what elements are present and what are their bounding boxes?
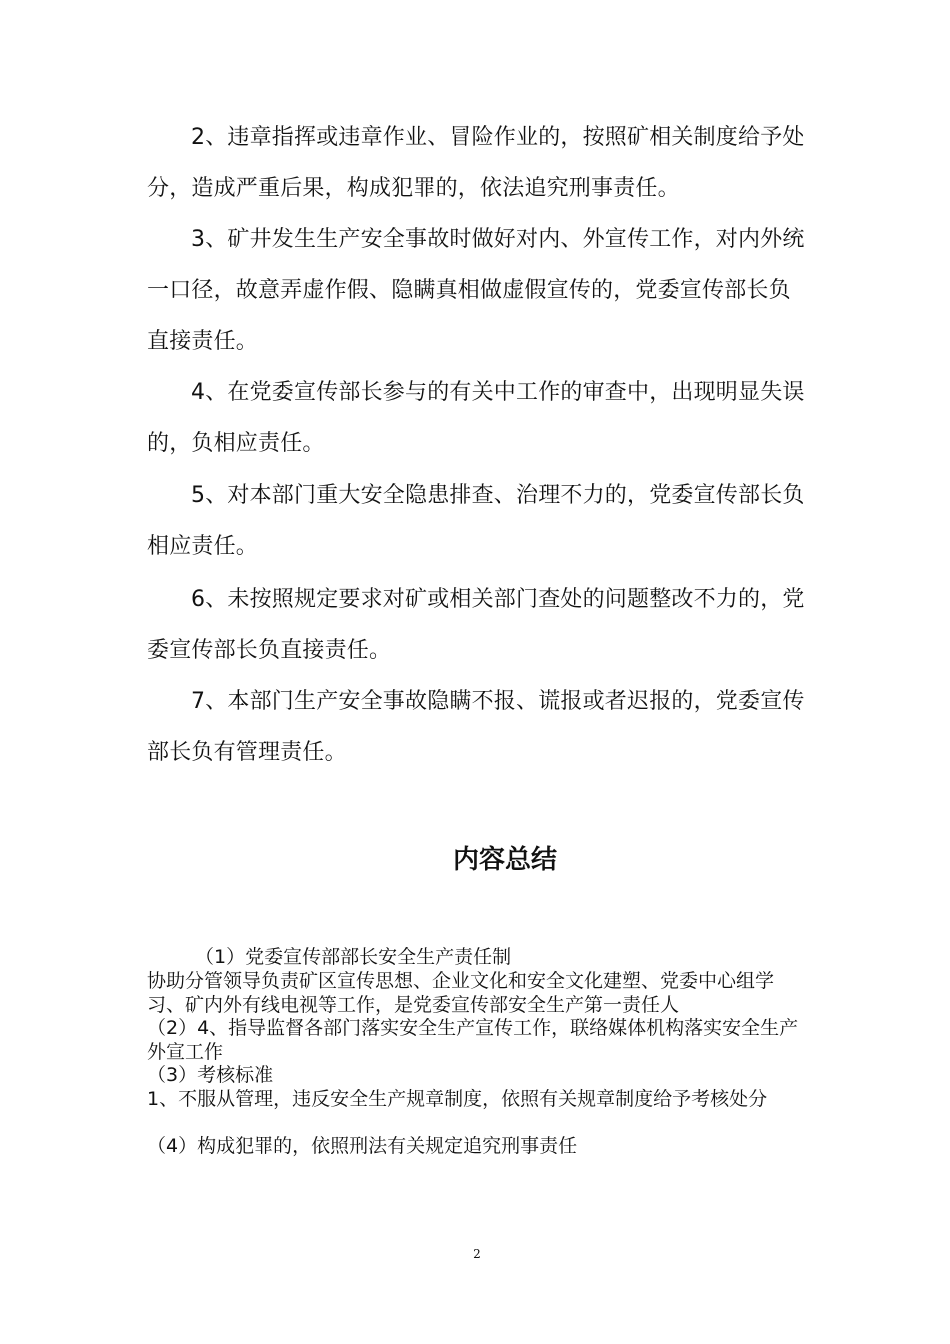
paragraph-item-7: 7、本部门生产安全事故隐瞒不报、谎报或者迟报的，党委宣传部长负有管理责任。 <box>147 689 805 765</box>
page-number: 2 <box>473 1247 481 1261</box>
paragraph-item-4: 4、在党委宣传部长参与的有关中工作的审查中，出现明显失误的，负相应责任。 <box>147 380 805 456</box>
summary-line-3: （2）4、指导监督各部门落实安全生产宣传工作，联络媒体机构落实安全生产外宣工作 <box>147 1017 799 1063</box>
paragraph-item-5: 5、对本部门重大安全隐患排查、治理不力的，党委宣传部长负相应责任。 <box>147 483 805 559</box>
paragraph-item-3: 3、矿井发生生产安全事故时做好对内、外宣传工作，对内外统一口径，故意弄虚作假、隐瞒真相做虚假宣传的，党委宣传部长负直接责任。 <box>147 227 805 354</box>
summary-line-6: （4）构成犯罪的，依照刑法有关规定追究刑事责任 <box>147 1135 578 1157</box>
summary-line-1: （1）党委宣传部部长安全生产责任制 <box>195 946 512 968</box>
summary-line-2: 协助分管领导负责矿区宣传思想、企业文化和安全文化建塑、党委中心组学习、矿内外有线电视等工作，是党委宣传部安全生产第一责任人 <box>147 970 775 1016</box>
summary-line-4: （3）考核标准 <box>147 1064 274 1086</box>
paragraph-item-6: 6、未按照规定要求对矿或相关部门查处的问题整改不力的，党委宣传部长负直接责任。 <box>147 587 805 663</box>
paragraph-item-2: 2、违章指挥或违章作业、冒险作业的，按照矿相关制度给予处分，造成严重后果，构成犯罪的，依法追究刑事责任。 <box>147 125 805 201</box>
summary-title: 内容总结 <box>452 845 557 875</box>
summary-line-5: 1、不服从管理，违反安全生产规章制度，依照有关规章制度给予考核处分 <box>147 1088 768 1110</box>
